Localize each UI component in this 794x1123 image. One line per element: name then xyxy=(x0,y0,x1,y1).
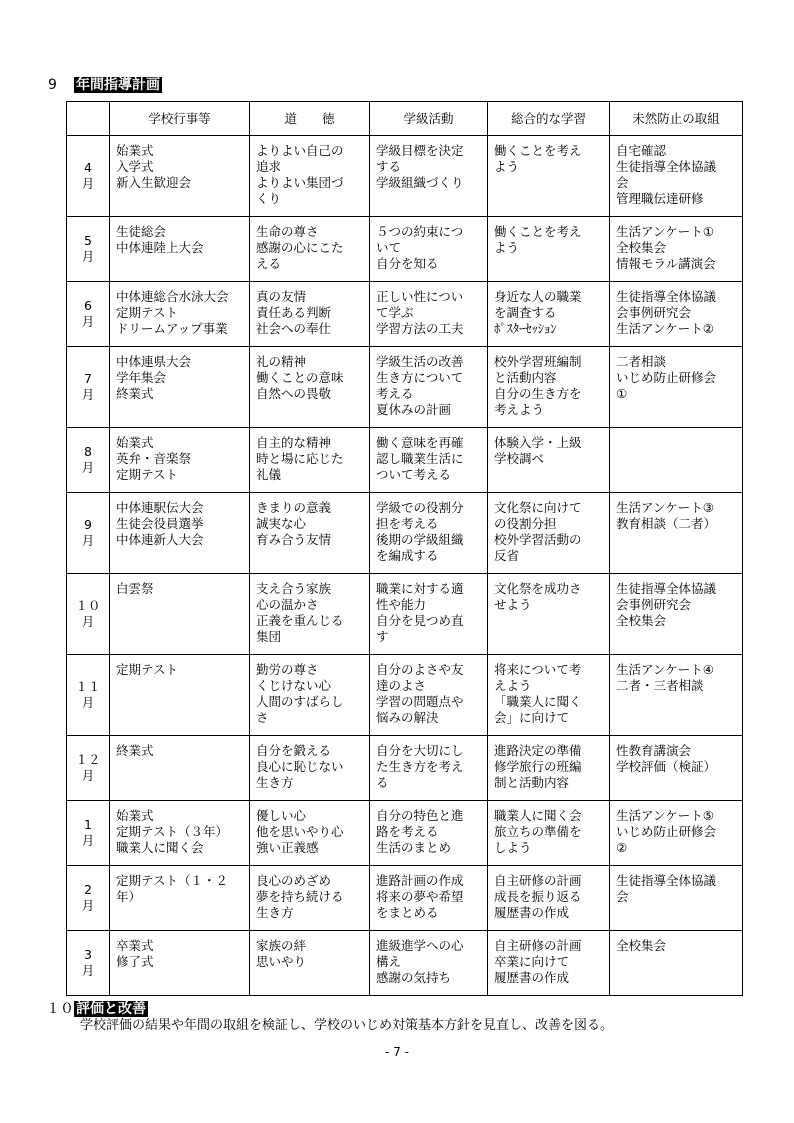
moral-cell: 優しい心 他を思いやり心 強い正義感 xyxy=(250,801,370,866)
month-cell: 9 月 xyxy=(67,493,110,574)
prevention-cell: 生活アンケート⑤ いじめ防止研修会 ② xyxy=(610,801,743,866)
integrated-study-cell: 文化祭を成功さ せよう xyxy=(488,574,610,655)
events-cell: 中体連駅伝大会 生徒会役員選挙 中体連新人大会 xyxy=(110,493,250,574)
moral-cell: 生命の尊さ 感謝の心にこた える xyxy=(250,217,370,282)
month-cell: 7 月 xyxy=(67,347,110,428)
table-row xyxy=(67,736,743,801)
month-cell: １２ 月 xyxy=(67,736,110,801)
header-moral: 道 徳 xyxy=(250,102,370,136)
class-activity-cell: 学級目標を決定 する 学級組織づくり xyxy=(370,136,488,217)
integrated-study-cell: 文化祭に向けて の役割分担 校外学習活動の 反省 xyxy=(488,493,610,574)
table-row xyxy=(67,574,743,655)
month-cell: 4 月 xyxy=(67,136,110,217)
integrated-study-cell: 働くことを考え よう xyxy=(488,136,610,217)
events-cell: 終業式 xyxy=(110,736,250,801)
class-activity-cell: 自分の特色と進 路を考える 生活のまとめ xyxy=(370,801,488,866)
prevention-cell: 生活アンケート④ 二者・三者相談 xyxy=(610,655,743,736)
table-header-row xyxy=(67,102,743,136)
moral-cell: きまりの意義 誠実な心 育み合う友情 xyxy=(250,493,370,574)
prevention-cell: 生活アンケート③ 教育相談（二者） xyxy=(610,493,743,574)
section-10-number: １０ xyxy=(46,1001,74,1017)
moral-cell: 自分を鍛える 良心に恥じない 生き方 xyxy=(250,736,370,801)
integrated-study-cell: 体験入学・上級 学校調べ xyxy=(488,428,610,493)
prevention-cell: 生徒指導全体協議 会 xyxy=(610,866,743,931)
class-activity-cell: ５つの約束につ いて 自分を知る xyxy=(370,217,488,282)
table-row xyxy=(67,801,743,866)
page-number: - 7 - xyxy=(385,1045,409,1059)
events-cell: 始業式 入学式 新入生歓迎会 xyxy=(110,136,250,217)
prevention-cell: 全校集会 xyxy=(610,931,743,996)
class-activity-cell: 進路計画の作成 将来の夢や希望 をまとめる xyxy=(370,866,488,931)
prevention-cell: 性教育講演会 学校評価（検証） xyxy=(610,736,743,801)
month-cell: １１ 月 xyxy=(67,655,110,736)
month-cell: 5 月 xyxy=(67,217,110,282)
section-9-number: 9 xyxy=(48,77,57,93)
integrated-study-cell: 身近な人の職業 を調査する ﾎﾟｽﾀｰｾｯｼｮﾝ xyxy=(488,282,610,347)
table-row xyxy=(67,217,743,282)
integrated-study-cell: 将来について考 えよう 「職業人に聞く 会」に向けて xyxy=(488,655,610,736)
integrated-study-cell: 自主研修の計画 成長を振り返る 履歴書の作成 xyxy=(488,866,610,931)
moral-cell: 自主的な精神 時と場に応じた 礼儀 xyxy=(250,428,370,493)
class-activity-cell: 学級での役割分 担を考える 後期の学級組織 を編成する xyxy=(370,493,488,574)
header-events: 学校行事等 xyxy=(110,102,250,136)
moral-cell: 真の友情 責任ある判断 社会への奉仕 xyxy=(250,282,370,347)
moral-cell: 支え合う家族 心の温かさ 正義を重んじる 集団 xyxy=(250,574,370,655)
integrated-study-cell: 自主研修の計画 卒業に向けて 履歴書の作成 xyxy=(488,931,610,996)
month-cell: 6 月 xyxy=(67,282,110,347)
header-class-activity: 学級活動 xyxy=(370,102,488,136)
header-prevention: 未然防止の取組 xyxy=(610,102,743,136)
table-row xyxy=(67,655,743,736)
integrated-study-cell: 進路決定の準備 修学旅行の班編 制と活動内容 xyxy=(488,736,610,801)
month-cell: 8 月 xyxy=(67,428,110,493)
events-cell: 白雲祭 xyxy=(110,574,250,655)
events-cell: 卒業式 修了式 xyxy=(110,931,250,996)
section-10-title: 評価と改善 xyxy=(76,1001,146,1017)
header-integrated-study: 総合的な学習 xyxy=(488,102,610,136)
table-row xyxy=(67,282,743,347)
section-10-body: 学校評価の結果や年間の取組を検証し、学校のいじめ対策基本方針を見直し、改善を図る。 xyxy=(80,1018,614,1033)
class-activity-cell: 働く意味を再確 認し職業生活に ついて考える xyxy=(370,428,488,493)
moral-cell: 家族の絆 思いやり xyxy=(250,931,370,996)
moral-cell: よりよい自己の 追求 よりよい集団づ くり xyxy=(250,136,370,217)
moral-cell: 良心のめざめ 夢を持ち続ける 生き方 xyxy=(250,866,370,931)
month-cell: 2 月 xyxy=(67,866,110,931)
class-activity-cell: 自分を大切にし た生き方を考え る xyxy=(370,736,488,801)
table-row xyxy=(67,931,743,996)
events-cell: 中体連総合水泳大会 定期テスト ドリームアップ事業 xyxy=(110,282,250,347)
events-cell: 始業式 定期テスト（３年） 職業人に聞く会 xyxy=(110,801,250,866)
moral-cell: 礼の精神 働くことの意味 自然への畏敬 xyxy=(250,347,370,428)
class-activity-cell: 職業に対する適 性や能力 自分を見つめ直 す xyxy=(370,574,488,655)
prevention-cell: 二者相談 いじめ防止研修会 ① xyxy=(610,347,743,428)
header-month xyxy=(67,102,110,136)
events-cell: 中体連県大会 学年集会 終業式 xyxy=(110,347,250,428)
events-cell: 定期テスト（１・２ 年） xyxy=(110,866,250,931)
table-row xyxy=(67,866,743,931)
class-activity-cell: 学級生活の改善 生き方について 考える 夏休みの計画 xyxy=(370,347,488,428)
class-activity-cell: 自分のよさや友 達のよさ 学習の問題点や 悩みの解決 xyxy=(370,655,488,736)
prevention-cell xyxy=(610,428,743,493)
events-cell: 定期テスト xyxy=(110,655,250,736)
table-row xyxy=(67,136,743,217)
prevention-cell: 生徒指導全体協議 会事例研究会 全校集会 xyxy=(610,574,743,655)
table-row xyxy=(67,493,743,574)
month-cell: 1 月 xyxy=(67,801,110,866)
annual-plan-table xyxy=(66,101,743,996)
events-cell: 生徒総会 中体連陸上大会 xyxy=(110,217,250,282)
month-cell: 3 月 xyxy=(67,931,110,996)
events-cell: 始業式 英弁・音楽祭 定期テスト xyxy=(110,428,250,493)
integrated-study-cell: 働くことを考え よう xyxy=(488,217,610,282)
table-row xyxy=(67,347,743,428)
class-activity-cell: 進級進学への心 構え 感謝の気持ち xyxy=(370,931,488,996)
moral-cell: 勤労の尊さ くじけない心 人間のすばらし さ xyxy=(250,655,370,736)
month-cell: １０ 月 xyxy=(67,574,110,655)
prevention-cell: 自宅確認 生徒指導全体協議 会 管理職伝達研修 xyxy=(610,136,743,217)
class-activity-cell: 正しい性につい て学ぶ 学習方法の工夫 xyxy=(370,282,488,347)
prevention-cell: 生徒指導全体協議 会事例研究会 生活アンケート② xyxy=(610,282,743,347)
prevention-cell: 生活アンケート① 全校集会 情報モラル講演会 xyxy=(610,217,743,282)
integrated-study-cell: 校外学習班編制 と活動内容 自分の生き方を 考えよう xyxy=(488,347,610,428)
integrated-study-cell: 職業人に聞く会 旅立ちの準備を しよう xyxy=(488,801,610,866)
section-10-heading xyxy=(46,1000,148,1018)
section-9-title: 年間指導計画 xyxy=(76,77,160,93)
section-9-heading xyxy=(48,76,162,94)
table-row xyxy=(67,428,743,493)
